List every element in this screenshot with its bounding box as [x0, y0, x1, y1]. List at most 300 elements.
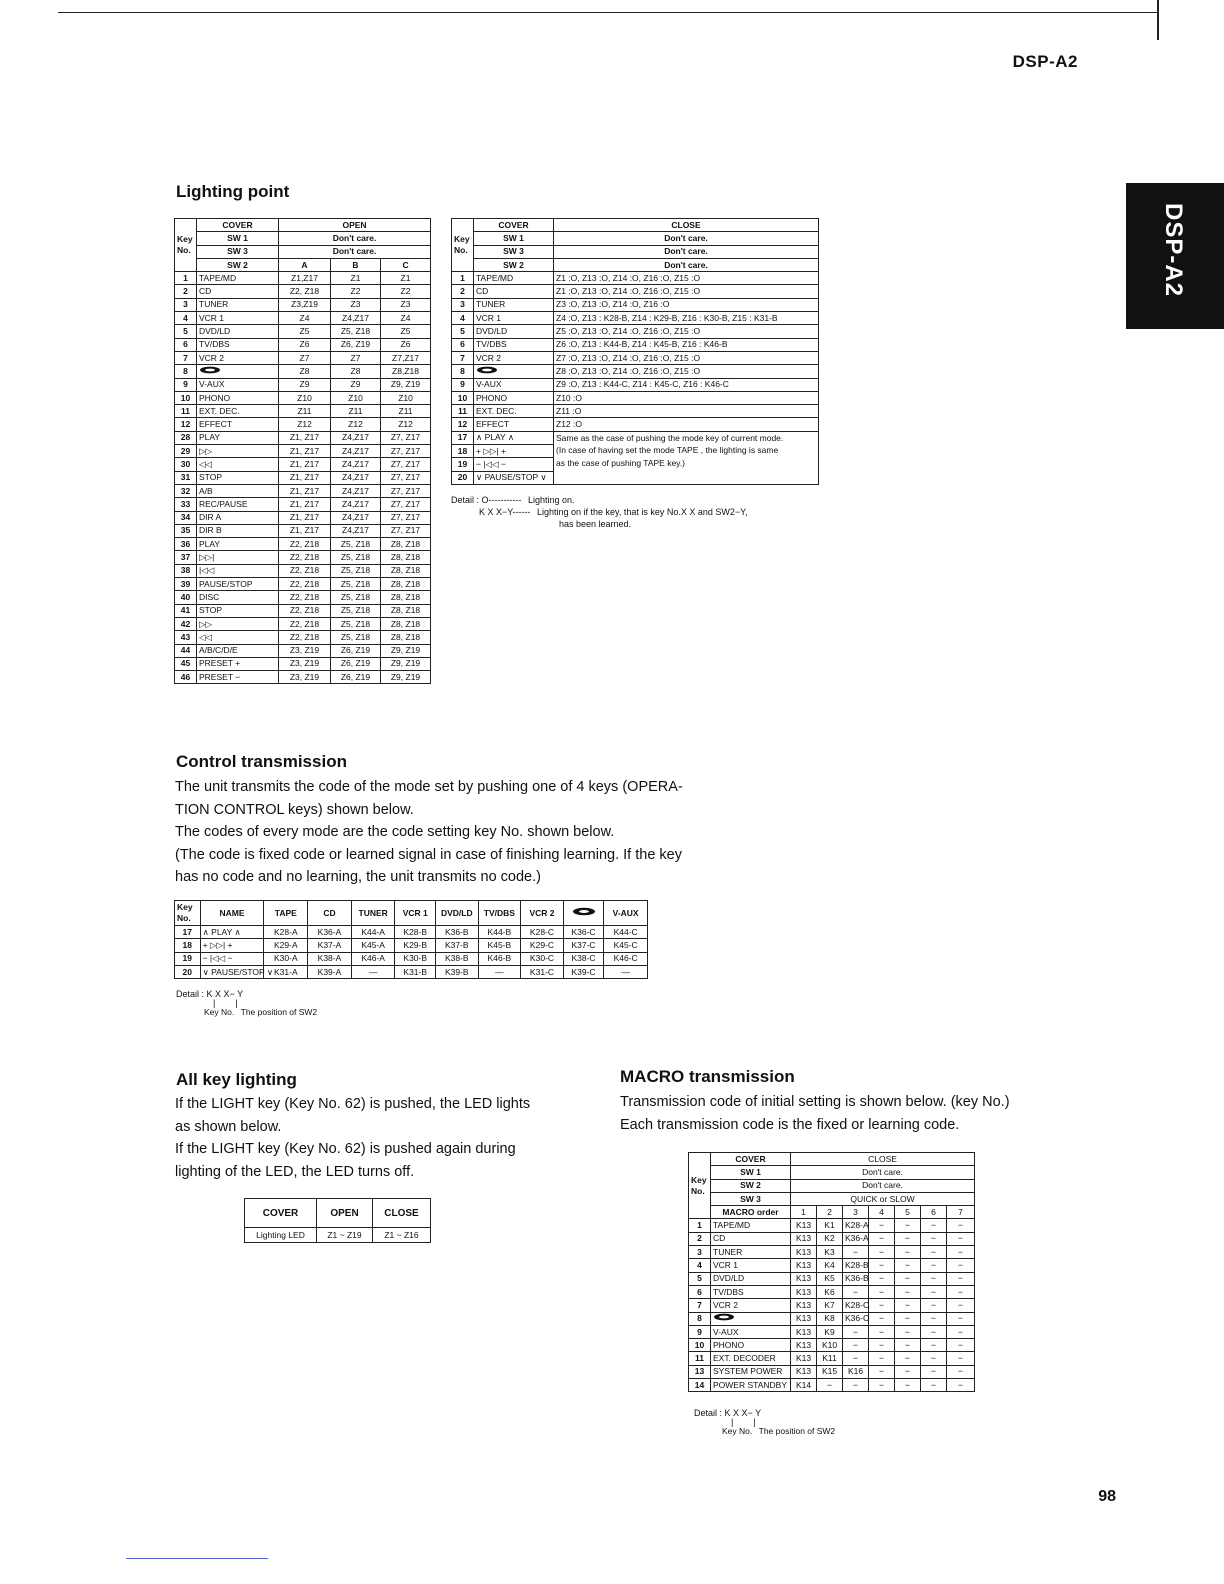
key-name: + ▷▷| + — [200, 939, 264, 952]
table-row — [175, 405, 431, 418]
table-row — [175, 538, 431, 551]
cell: 20 — [452, 471, 474, 484]
cell: Z3, Z19 — [279, 671, 331, 684]
cell: K28-B — [843, 1259, 869, 1272]
cell: 38 — [175, 564, 197, 577]
cell: K39-B — [435, 965, 478, 978]
key-name: TUNER — [474, 298, 554, 311]
col-header: DVD/LD — [435, 901, 478, 926]
cell: − — [869, 1259, 895, 1272]
merged-note-line-2: (In case of having set the mode TAPE , the lighting is same — [556, 445, 779, 456]
col-header: VCR 2 — [521, 901, 564, 926]
lighting-point-title: Lighting point — [176, 182, 290, 201]
col-header: A — [279, 258, 331, 271]
table-row — [452, 418, 819, 431]
no-label: No. — [454, 245, 468, 256]
key-name: DVD/LD — [474, 325, 554, 338]
cell: K44-A — [351, 926, 395, 939]
macro-table — [688, 1152, 975, 1392]
cell: 9 — [689, 1325, 711, 1338]
cell: Z1, Z17 — [279, 524, 331, 537]
key-name: TUNER — [711, 1246, 791, 1259]
macro-transmission-title: MACRO transmission — [620, 1067, 795, 1086]
close-header-row — [452, 219, 819, 232]
cell: − — [895, 1339, 921, 1352]
cell: Z8, Z18 — [381, 551, 431, 564]
cell: Z5, Z18 — [331, 604, 381, 617]
cell: 7 — [452, 351, 474, 364]
cell: Z5, Z18 — [331, 325, 381, 338]
control-header-row — [175, 901, 648, 926]
cell: Z8, Z18 — [381, 578, 431, 591]
cell: Z4,Z17 — [331, 471, 381, 484]
cell: Z4,Z17 — [331, 524, 381, 537]
key-name — [711, 1312, 791, 1325]
cell: 4 — [452, 312, 474, 325]
header-label: SW 3 — [474, 245, 554, 258]
ct-line-1: The unit transmits the code of the mode set by pushing one of 4 keys (OPERA- — [175, 779, 683, 795]
cell: K11 — [817, 1352, 843, 1365]
macro-detail-label: Detail : K X X− Y — [694, 1408, 762, 1418]
header-value: Don't care. — [279, 232, 431, 245]
detail-label: Detail : — [451, 495, 480, 505]
header-label: SW 1 — [474, 232, 554, 245]
cell: K13 — [791, 1246, 817, 1259]
key-name: CD — [197, 285, 279, 298]
disc-icon — [572, 907, 596, 916]
cell: K8 — [817, 1312, 843, 1325]
cell: 37 — [175, 551, 197, 564]
table-row — [175, 391, 431, 404]
open-header-row — [175, 245, 431, 258]
cell: Z2, Z18 — [279, 631, 331, 644]
cell: Z3, Z19 — [279, 644, 331, 657]
table-row — [452, 365, 819, 378]
cell: − — [921, 1299, 947, 1312]
cell: K44-C — [604, 926, 648, 939]
key-name: PRESET − — [197, 671, 279, 684]
cell: Z10 — [331, 391, 381, 404]
key-name: DIR A — [197, 511, 279, 524]
cell: 3 — [689, 1246, 711, 1259]
cell: 9 — [175, 378, 197, 391]
table-row — [175, 511, 431, 524]
macro-line-1: Transmission code of initial setting is shown below. (key No.) — [620, 1094, 1010, 1110]
table-row — [452, 312, 819, 325]
col-header: TUNER — [351, 901, 395, 926]
macro-order-row — [689, 1206, 975, 1219]
cell: — — [478, 965, 521, 978]
table-row — [175, 965, 648, 978]
cell: − — [921, 1232, 947, 1245]
open-table-header — [175, 219, 431, 272]
akl-line-4: lighting of the LED, the LED turns off. — [175, 1163, 415, 1180]
macro-header-row — [689, 1192, 975, 1205]
key-name: ∨ PAUSE/STOP ∨ — [474, 471, 554, 484]
cell: K46-A — [351, 952, 395, 965]
cell: Z7, Z17 — [381, 445, 431, 458]
cell: Z6, Z19 — [331, 338, 381, 351]
close-header-row — [452, 258, 819, 271]
cell: − — [947, 1312, 975, 1325]
cell: − — [895, 1365, 921, 1378]
cell: − — [921, 1365, 947, 1378]
cell: K37-C — [563, 939, 603, 952]
cell: − — [895, 1259, 921, 1272]
cell: − — [843, 1325, 869, 1338]
table-row — [175, 578, 431, 591]
header-label: SW 1 — [711, 1166, 791, 1179]
cell: Z4,Z17 — [331, 312, 381, 325]
cell: K6 — [817, 1285, 843, 1298]
no-label: No. — [177, 913, 191, 923]
cell: 29 — [175, 445, 197, 458]
control-transmission-title: Control transmission — [176, 752, 347, 771]
cell: Z7 :O, Z13 :O, Z14 :O, Z16 :O, Z15 :O — [554, 351, 819, 364]
key-name: ∧ PLAY ∧ — [474, 431, 554, 444]
cell: − — [947, 1259, 975, 1272]
cell: Z8 — [279, 365, 331, 378]
cell: 17 — [452, 431, 474, 444]
key-name: DISC — [197, 591, 279, 604]
cell: Z4,Z17 — [331, 458, 381, 471]
cell: Z7, Z17 — [381, 471, 431, 484]
key-name: PLAY — [197, 538, 279, 551]
table-row — [175, 338, 431, 351]
cell: 1 — [175, 272, 197, 285]
no-label: No. — [177, 245, 191, 256]
cell: K4 — [817, 1259, 843, 1272]
table-row — [175, 657, 431, 670]
macro-detail-keyno: Key No. — [722, 1426, 753, 1436]
cell: Z5, Z18 — [331, 578, 381, 591]
table-row — [175, 524, 431, 537]
table-row — [175, 671, 431, 684]
key-name: ▷▷| — [197, 551, 279, 564]
col-header — [563, 901, 603, 926]
close-table — [451, 218, 819, 485]
key-name: DIR B — [197, 524, 279, 537]
cell: K36-A — [308, 926, 352, 939]
cell: − — [895, 1312, 921, 1325]
cell: Z5 — [381, 325, 431, 338]
table-row — [175, 298, 431, 311]
table-row — [689, 1246, 975, 1259]
ct-line-5: has no code and no learning, the unit transmits no code.) — [175, 869, 541, 885]
cell: K1 — [817, 1219, 843, 1232]
cell: 30 — [175, 458, 197, 471]
key-name: TAPE/MD — [711, 1219, 791, 1232]
key-name: TAPE/MD — [197, 272, 279, 285]
cell: K45-B — [478, 939, 521, 952]
cell: − — [869, 1339, 895, 1352]
cell: − — [947, 1325, 975, 1338]
cell: K45-C — [604, 939, 648, 952]
cell: Z7, Z17 — [381, 498, 431, 511]
key-no-header — [175, 219, 197, 272]
cell: K13 — [791, 1219, 817, 1232]
cell: 11 — [689, 1352, 711, 1365]
table-row — [689, 1365, 975, 1378]
cell: 5 — [689, 1272, 711, 1285]
cell: Z1,Z17 — [279, 272, 331, 285]
cell: K39-A — [308, 965, 352, 978]
key-label: Key — [177, 902, 193, 912]
cell: Z3 :O, Z13 :O, Z14 :O, Z16 :O — [554, 298, 819, 311]
col-header: C — [381, 258, 431, 271]
cell: K36-C — [843, 1312, 869, 1325]
cell: Z4 — [381, 312, 431, 325]
table-row — [689, 1339, 975, 1352]
detail-line2-desc: Lighting on if the key, that is key No.X X and SW2−Y, — [536, 507, 748, 517]
cell: 2 — [175, 285, 197, 298]
cell: − — [895, 1246, 921, 1259]
cell: − — [921, 1352, 947, 1365]
cell: − — [843, 1339, 869, 1352]
cell: Z7 — [331, 351, 381, 364]
disc-icon — [199, 366, 221, 374]
col-header: B — [331, 258, 381, 271]
cell: K5 — [817, 1272, 843, 1285]
col-header: 3 — [843, 1206, 869, 1219]
cell: Z12 — [381, 418, 431, 431]
cell: Z5, Z18 — [331, 591, 381, 604]
cell: − — [947, 1285, 975, 1298]
cell: Z9 — [279, 378, 331, 391]
side-tab-label: DSP-A2 — [1160, 203, 1187, 298]
cell: − — [947, 1272, 975, 1285]
cell: 5 — [175, 325, 197, 338]
table-row — [452, 325, 819, 338]
col-header: 2 — [817, 1206, 843, 1219]
merged-note — [554, 431, 819, 484]
cell: Z9, Z19 — [381, 378, 431, 391]
cell: Z8, Z18 — [381, 617, 431, 630]
cell: − — [895, 1219, 921, 1232]
akl-line-1: If the LIGHT key (Key No. 62) is pushed, the LED lights — [175, 1096, 531, 1112]
cell: K3 — [817, 1246, 843, 1259]
ct-line-2: TION CONTROL keys) shown below. — [175, 801, 414, 818]
table-row — [452, 405, 819, 418]
ct-line-3: The codes of every mode are the code setting key No. shown below. — [175, 824, 615, 840]
cell: 19 — [452, 458, 474, 471]
cell: Z8, Z18 — [381, 564, 431, 577]
table-row — [175, 285, 431, 298]
cell: K38-C — [563, 952, 603, 965]
key-name: PHONO — [711, 1339, 791, 1352]
open-header-row — [175, 232, 431, 245]
sw2-label: SW 2 — [197, 258, 279, 271]
cell: − — [921, 1312, 947, 1325]
cell: K38-B — [435, 952, 478, 965]
cell: Z9 — [331, 378, 381, 391]
table-row — [175, 484, 431, 497]
cell: K29-A — [264, 939, 308, 952]
cell: Z7 — [279, 351, 331, 364]
cell: 34 — [175, 511, 197, 524]
cell: K37-B — [435, 939, 478, 952]
cell: Z11 :O — [554, 405, 819, 418]
table-row — [689, 1352, 975, 1365]
cell: K28-B — [395, 926, 435, 939]
cell: 40 — [175, 591, 197, 604]
cell: − — [921, 1259, 947, 1272]
cell: K36-C — [563, 926, 603, 939]
right-rule — [1157, 0, 1159, 40]
col-header: V-AUX — [604, 901, 648, 926]
cell: K13 — [791, 1339, 817, 1352]
ct-line-4: (The code is fixed code or learned signal in case of finishing learning. If the key — [175, 846, 682, 863]
header-value: Don't care. — [791, 1179, 975, 1192]
key-name: |◁◁ — [197, 564, 279, 577]
key-label: Key — [691, 1174, 707, 1185]
cell: − — [947, 1365, 975, 1378]
cell: 18 — [452, 445, 474, 458]
key-name: A/B/C/D/E — [197, 644, 279, 657]
cell: − — [869, 1285, 895, 1298]
cell: 19 — [175, 952, 201, 965]
cell: Z3,Z19 — [279, 298, 331, 311]
cell: K13 — [791, 1259, 817, 1272]
cell: 9 — [452, 378, 474, 391]
key-name: TV/DBS — [197, 338, 279, 351]
table-row — [175, 351, 431, 364]
cell: Z6, Z19 — [331, 644, 381, 657]
cell: − — [869, 1325, 895, 1338]
cell: Z2, Z18 — [279, 591, 331, 604]
key-name: − |◁◁ − — [474, 458, 554, 471]
cell: Z1, Z17 — [279, 511, 331, 524]
cell: Z3 — [381, 298, 431, 311]
cell: Z5 — [279, 325, 331, 338]
cell: Z3, Z19 — [279, 657, 331, 670]
cell: 3 — [175, 298, 197, 311]
control-detail-position: The position of SW2 — [240, 1007, 318, 1017]
key-name — [474, 365, 554, 378]
cell: Z1, Z17 — [279, 471, 331, 484]
table-row — [452, 378, 819, 391]
cell: 8 — [175, 365, 197, 378]
table-row — [175, 939, 648, 952]
cell: K13 — [791, 1285, 817, 1298]
col-header: 7 — [947, 1206, 975, 1219]
key-name: VCR 2 — [711, 1299, 791, 1312]
key-name: DVD/LD — [711, 1272, 791, 1285]
cell: 44 — [175, 644, 197, 657]
header-label: SW 3 — [711, 1192, 791, 1205]
cell: Z8 :O, Z13 :O, Z14 :O, Z16 :O, Z15 :O — [554, 365, 819, 378]
cell: Z1, Z17 — [279, 498, 331, 511]
cell: K30-A — [264, 952, 308, 965]
cell: Z4,Z17 — [331, 511, 381, 524]
cell: 1 — [452, 272, 474, 285]
cell: K30-B — [395, 952, 435, 965]
cell: Z1, Z17 — [279, 445, 331, 458]
macro-paragraph — [620, 1091, 1100, 1136]
cell: K28-C — [843, 1299, 869, 1312]
key-name: − |◁◁ − — [200, 952, 264, 965]
cell: Z7, Z17 — [381, 431, 431, 444]
detail-line2-key: K X X−Y------ — [479, 507, 531, 517]
cell: − — [921, 1272, 947, 1285]
table-row — [175, 551, 431, 564]
all-key-lighting-paragraph — [175, 1093, 575, 1183]
key-name: PRESET + — [197, 657, 279, 670]
cell: K29-B — [395, 939, 435, 952]
cell: Z4,Z17 — [331, 431, 381, 444]
col-header: 6 — [921, 1206, 947, 1219]
detail-line3-desc: has been learned. — [559, 519, 632, 529]
cell: − — [921, 1325, 947, 1338]
cell: − — [895, 1272, 921, 1285]
key-name: DVD/LD — [197, 325, 279, 338]
cell: K28-A — [843, 1219, 869, 1232]
key-name: VCR 1 — [711, 1259, 791, 1272]
cell: − — [947, 1246, 975, 1259]
table-row — [175, 445, 431, 458]
cell: 11 — [452, 405, 474, 418]
cell: K30-C — [521, 952, 564, 965]
cell: − — [947, 1339, 975, 1352]
cell: 46 — [175, 671, 197, 684]
table-row — [689, 1272, 975, 1285]
table-row — [689, 1285, 975, 1298]
cell: 41 — [175, 604, 197, 617]
key-name: ▷▷ — [197, 617, 279, 630]
cell: 1 — [689, 1219, 711, 1232]
cell: 8 — [689, 1312, 711, 1325]
cell: K44-B — [478, 926, 521, 939]
cell: K38-A — [308, 952, 352, 965]
header-label: SW 3 — [197, 245, 279, 258]
cell: Z7, Z17 — [381, 458, 431, 471]
table-row — [175, 498, 431, 511]
key-name: POWER STANDBY — [711, 1379, 791, 1392]
cell: Z5, Z18 — [331, 631, 381, 644]
key-name: VCR 2 — [474, 351, 554, 364]
cell: 4 — [689, 1259, 711, 1272]
cell: K13 — [791, 1272, 817, 1285]
macro-header-row — [689, 1153, 975, 1166]
key-name: ∨ PAUSE/STOP ∨ — [200, 965, 264, 978]
cell: Z2, Z18 — [279, 285, 331, 298]
cell: 6 — [452, 338, 474, 351]
cell: K31-B — [395, 965, 435, 978]
key-name: EFFECT — [197, 418, 279, 431]
cell: 12 — [175, 418, 197, 431]
key-name: PHONO — [197, 391, 279, 404]
cell: 20 — [175, 965, 201, 978]
cell: K14 — [791, 1379, 817, 1392]
table-row — [452, 338, 819, 351]
cell: K46-C — [604, 952, 648, 965]
cell: 42 — [175, 617, 197, 630]
key-name: VCR 1 — [197, 312, 279, 325]
close-table-body — [452, 272, 819, 485]
table-row — [175, 564, 431, 577]
key-name: TAPE/MD — [474, 272, 554, 285]
table-row — [689, 1379, 975, 1392]
cell: K28-C — [521, 926, 564, 939]
cell: Z6, Z19 — [331, 671, 381, 684]
table-row — [175, 418, 431, 431]
cell: − — [869, 1365, 895, 1378]
lighting-detail — [451, 494, 811, 530]
macro-header-row — [689, 1179, 975, 1192]
header-value: Don't care. — [554, 258, 819, 271]
table-row — [689, 1232, 975, 1245]
cell: − — [921, 1246, 947, 1259]
